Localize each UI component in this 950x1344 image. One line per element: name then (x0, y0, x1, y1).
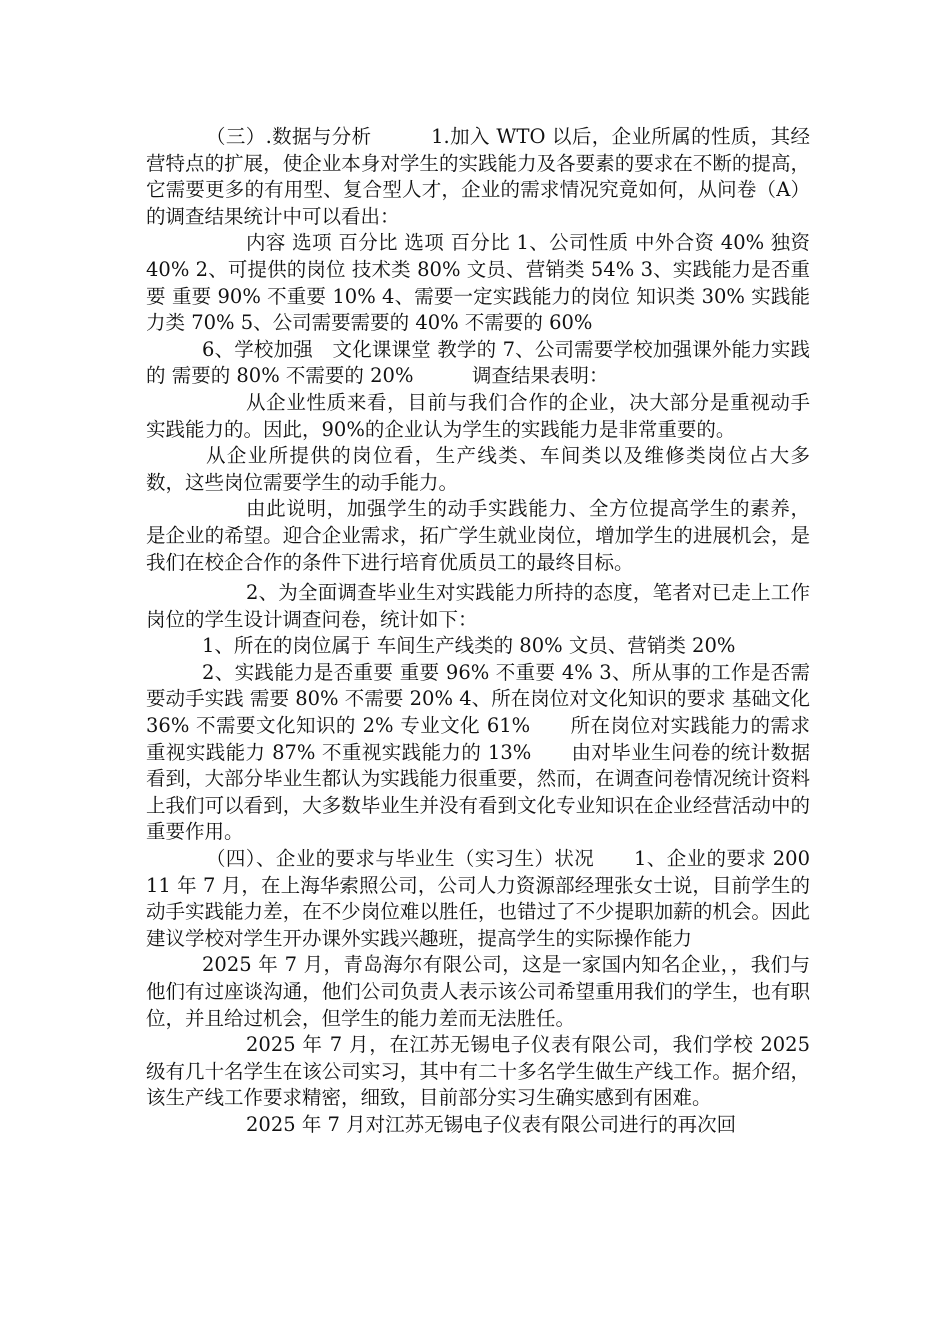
paragraph-survey-a-items: 6、学校加强 文化课课堂 教学的 7、公司需要学校加强课外能力实践的 需要的 80% 不需要的 20% 调查结果表明： (146, 337, 810, 388)
paragraph-data-analysis: （三）.数据与分析 1.加入 WTO 以后，企业所属的性质，其经营特点的扩展，使企业本身对学生的实践能力及各要素的要求在不断的提高，它需要更多的有用型、复合型人才，企业的需求情况究竟如何，从问卷（A）的调查结果统计中可以看出： (146, 125, 810, 228)
paragraph-section-four: （四）、企业的要求与毕业生（实习生）状况 1、企业的要求 20011 年 7 月，在上海华索照公司，公司人力资源部经理张女士说，目前学生的动手实践能力差，在不少岗位难以胜任，也错过了不少提职加薪的机会。因此建议学校对学生开办课外实践兴趣班，提高学生的实际操作能力 (146, 847, 810, 950)
paragraph-wuxi-intern: 2025 年 7 月，在江苏无锡电子仪表有限公司，我们学校 2025 级有几十名学生在该公司实习，其中有二十多名学生做生产线工作。据介绍，该生产线工作要求精密，细致，目前部分实习生确实感到有困难。 (146, 1033, 810, 1110)
paragraph-wuxi-revisit: 2025 年 7 月对江苏无锡电子仪表有限公司进行的再次回 (246, 1112, 737, 1136)
paragraph-survey-a-table: 内容 选项 百分比 选项 百分比 1、公司性质 中外合资 40% 独资 40% 2、可提供的岗位 技术类 80% 文员、营销类 54% 3、实践能力是否重要 重要 90% 不重要 10% 4、需要一定实践能力的岗位 知识类 30% 实践能力类 70% 5、公司需要需要的 40% 不需要的 60% (146, 231, 810, 335)
paragraph-haier: 2025 年 7 月，青岛海尔有限公司，这是一家国内知名企业，，我们与他们有过座谈沟通，他们公司负责人表示该公司希望重用我们的学生，也有职位，并且给过机会，但学生的能力差而无法胜任。 (146, 953, 810, 1030)
paragraph-conclusion: 由此说明，加强学生的动手实践能力、全方位提高学生的素养，是企业的希望。迎合企业需求，拓广学生就业岗位，增加学生的进展机会，是我们在校企合作的条件下进行培育优质员工的最终目标。 (146, 497, 810, 574)
paragraph-graduate-survey: 2、为全面调查毕业生对实践能力所持的态度，笔者对已走上工作岗位的学生设计调查问卷，统计如下： (146, 581, 810, 631)
paragraph-enterprise-nature: 从企业性质来看，目前与我们合作的企业，决大部分是重视动手实践能力的。因此，90%的企业认为学生的实践能力是非常重要的。 (146, 390, 810, 441)
paragraph-positions: 从企业所提供的岗位看，生产线类、车间类以及维修类岗位占大多数，这些岗位需要学生的动手能力。 (146, 444, 810, 494)
paragraph-graduate-results: 2、实践能力是否重要 重要 96% 不重要 4% 3、所从事的工作是否需要动手实践 需要 80% 不需要 20% 4、所在岗位对文化知识的要求 基础文化 36% 不需要文化知识的 2% 专业文化 61% 所在岗位对实践能力的需求 重视实践能力 87% 不重视实践能力的 13% 由对毕业生问卷的统计数据看到，大部分毕业生都认为实践能力很重要，然而，在调查问卷情况统计资料上我们可以看到，大多数毕业生并没有看到文化专业知识在企业经营活动中的重要作用。 (146, 660, 810, 844)
paragraph-graduate-position: 1、所在的岗位属于 车间生产线类的 80% 文员、营销类 20% (202, 634, 736, 658)
document-page (146, 124, 810, 1139)
